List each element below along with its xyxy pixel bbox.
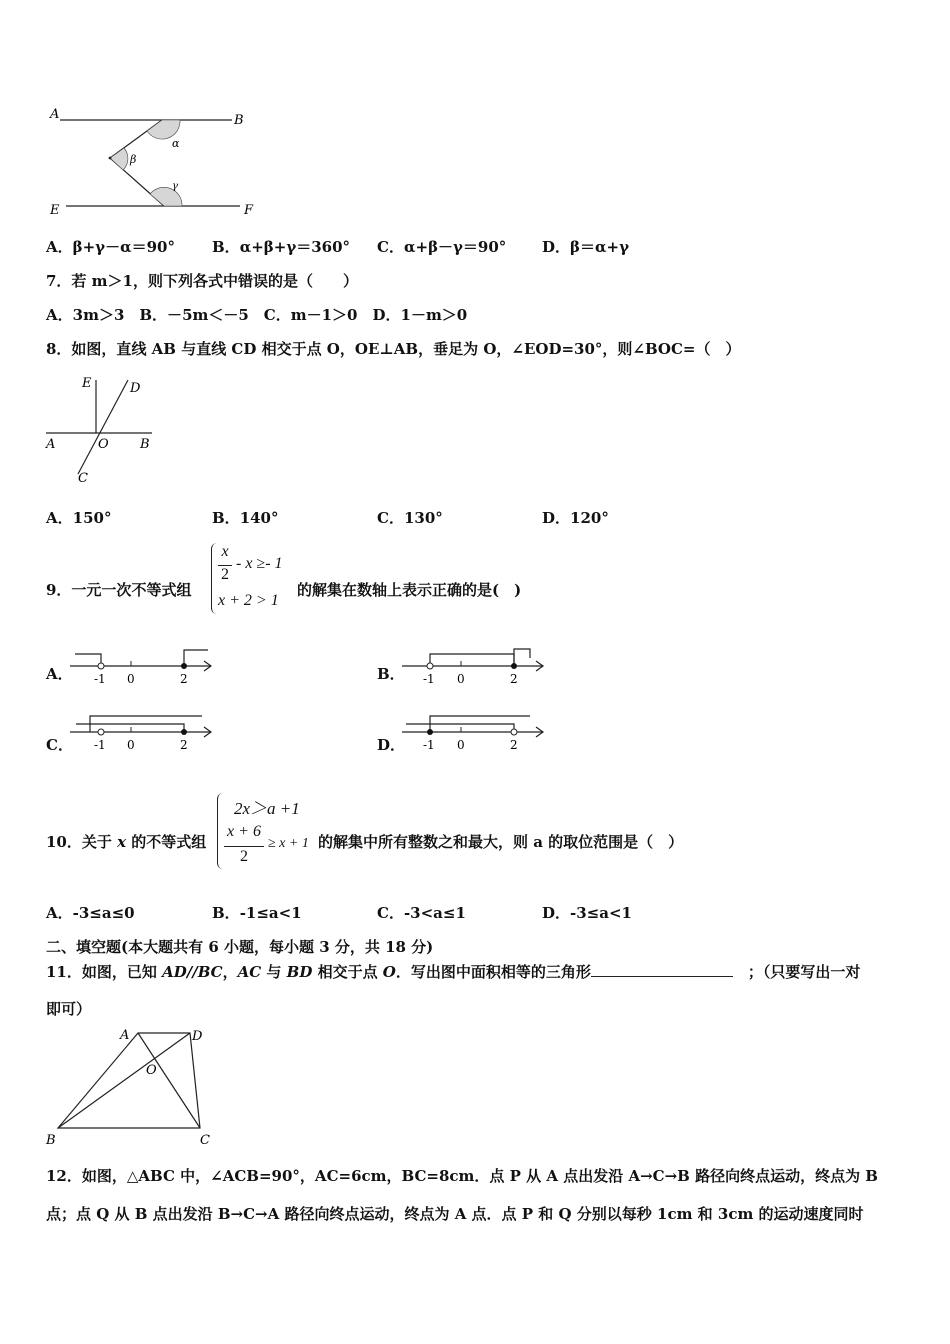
label-beta: β xyxy=(130,153,137,166)
trapezoid-figure xyxy=(40,1024,220,1150)
label-d: D xyxy=(192,1029,203,1044)
q6-option-a[interactable]: A．β+γ－α＝90° xyxy=(46,238,175,256)
label-e: E xyxy=(50,203,60,218)
q10-system-row2-rest: ≥ x + 1 xyxy=(268,836,309,851)
q6-option-b[interactable]: B．α+β+γ＝360° xyxy=(212,238,351,256)
q10-system-row1: 2x＞a +1 xyxy=(234,799,300,818)
q9-option-b[interactable]: B． xyxy=(377,665,405,683)
q10-option-c[interactable]: C．-3<a≤1 xyxy=(377,904,466,922)
q8-option-b[interactable]: B．140° xyxy=(212,509,279,527)
number-line-b xyxy=(402,644,552,688)
label-d: D xyxy=(130,381,141,396)
q8-option-d[interactable]: D．120° xyxy=(542,509,609,527)
label-b: B xyxy=(46,1133,56,1148)
q10-option-b[interactable]: B．-1≤a<1 xyxy=(212,904,302,922)
label-e: E xyxy=(82,376,92,391)
q9-system-row1-rest: - x ≥- 1 xyxy=(236,555,283,572)
tick-0: 0 xyxy=(127,672,135,686)
label-gamma: γ xyxy=(172,181,178,192)
q11-line2: 即可） xyxy=(46,1000,92,1018)
tick-neg1: -1 xyxy=(94,672,106,686)
label-o: O xyxy=(146,1063,157,1078)
tick-neg1: -1 xyxy=(423,672,435,686)
q10-frac-den: 2 xyxy=(240,848,248,865)
number-line-d xyxy=(402,710,552,754)
q8-option-c[interactable]: C．130° xyxy=(377,509,443,527)
q8-option-a[interactable]: A．150° xyxy=(46,509,112,527)
q10-suffix: 的解集中所有整数之和最大，则 a 的取位范围是（ ） xyxy=(318,833,684,851)
q6-option-d[interactable]: D．β＝α+γ xyxy=(542,238,629,256)
q7-options[interactable]: A．3m＞3 B．－5m＜－5 C．m－1＞0 D．1－m＞0 xyxy=(46,306,468,324)
q9-frac-den: 2 xyxy=(221,566,229,583)
q9-suffix: 的解集在数轴上表示正确的是( ) xyxy=(297,581,522,599)
q10-option-a[interactable]: A．-3≤a≤0 xyxy=(46,904,135,922)
q9-system-row2: x + 2 > 1 xyxy=(218,592,279,609)
label-a: A xyxy=(50,107,60,122)
q7-stem: 7．若 m＞1，则下列各式中错误的是（ ） xyxy=(46,272,358,290)
label-f: F xyxy=(244,203,254,218)
tick-0: 0 xyxy=(457,738,465,752)
tick-neg1: -1 xyxy=(94,738,106,752)
q10-prefix: 10．关于 x 的不等式组 xyxy=(46,833,207,851)
number-line-a xyxy=(70,644,220,688)
label-b: B xyxy=(140,437,150,452)
intersecting-lines-figure xyxy=(44,370,164,490)
tick-0: 0 xyxy=(127,738,135,752)
answer-blank[interactable] xyxy=(591,962,733,977)
label-c: C xyxy=(200,1133,210,1148)
q11-line1: 11．如图，已知 AD//BC，AC 与 BD 相交于点 O．写出图中面积相等的三角形 ；（只要写出一对 xyxy=(46,963,861,981)
q10-option-d[interactable]: D．-3≤a<1 xyxy=(542,904,632,922)
tick-0: 0 xyxy=(457,672,465,686)
label-a: A xyxy=(46,437,56,452)
label-a: A xyxy=(120,1028,130,1043)
q12-line1: 12．如图，△ABC 中，∠ACB=90°，AC=6cm，BC=8cm．点 P 从 A 点出发沿 A→C→B 路径向终点运动，终点为 B xyxy=(46,1167,878,1185)
number-line-c xyxy=(70,710,220,754)
section-2-title: 二、填空题(本大题共有 6 小题，每小题 3 分，共 18 分) xyxy=(46,938,434,956)
parallel-lines-figure xyxy=(44,100,274,225)
q8-stem: 8．如图，直线 AB 与直线 CD 相交于点 O，OE⊥AB，垂足为 O，∠EOD=30°，则∠BOC=（ ） xyxy=(46,340,741,358)
label-o: O xyxy=(98,437,109,452)
label-c: C xyxy=(78,471,88,486)
tick-2: 2 xyxy=(180,672,188,686)
q9-prefix: 9．一元一次不等式组 xyxy=(46,581,192,599)
q12-line2: 点；点 Q 从 B 点出发沿 B→C→A 路径向终点运动，终点为 A 点．点 P 和 Q 分别以每秒 1cm 和 3cm 的运动速度同时 xyxy=(46,1205,864,1223)
q10-frac-num: x + 6 xyxy=(227,823,261,840)
q9-option-a[interactable]: A． xyxy=(46,665,73,683)
q10-system-brace xyxy=(217,793,224,869)
q9-option-c[interactable]: C． xyxy=(46,736,73,754)
q9-system-brace xyxy=(211,543,218,614)
tick-2: 2 xyxy=(510,738,518,752)
tick-2: 2 xyxy=(180,738,188,752)
tick-2: 2 xyxy=(510,672,518,686)
q6-option-c[interactable]: C．α+β－γ＝90° xyxy=(377,238,507,256)
q10-frac-bar xyxy=(224,846,264,847)
q9-frac-num: x xyxy=(221,543,229,560)
label-alpha: α xyxy=(172,137,180,150)
tick-neg1: -1 xyxy=(423,738,435,752)
label-b: B xyxy=(234,113,244,128)
q9-option-d[interactable]: D． xyxy=(377,736,406,754)
